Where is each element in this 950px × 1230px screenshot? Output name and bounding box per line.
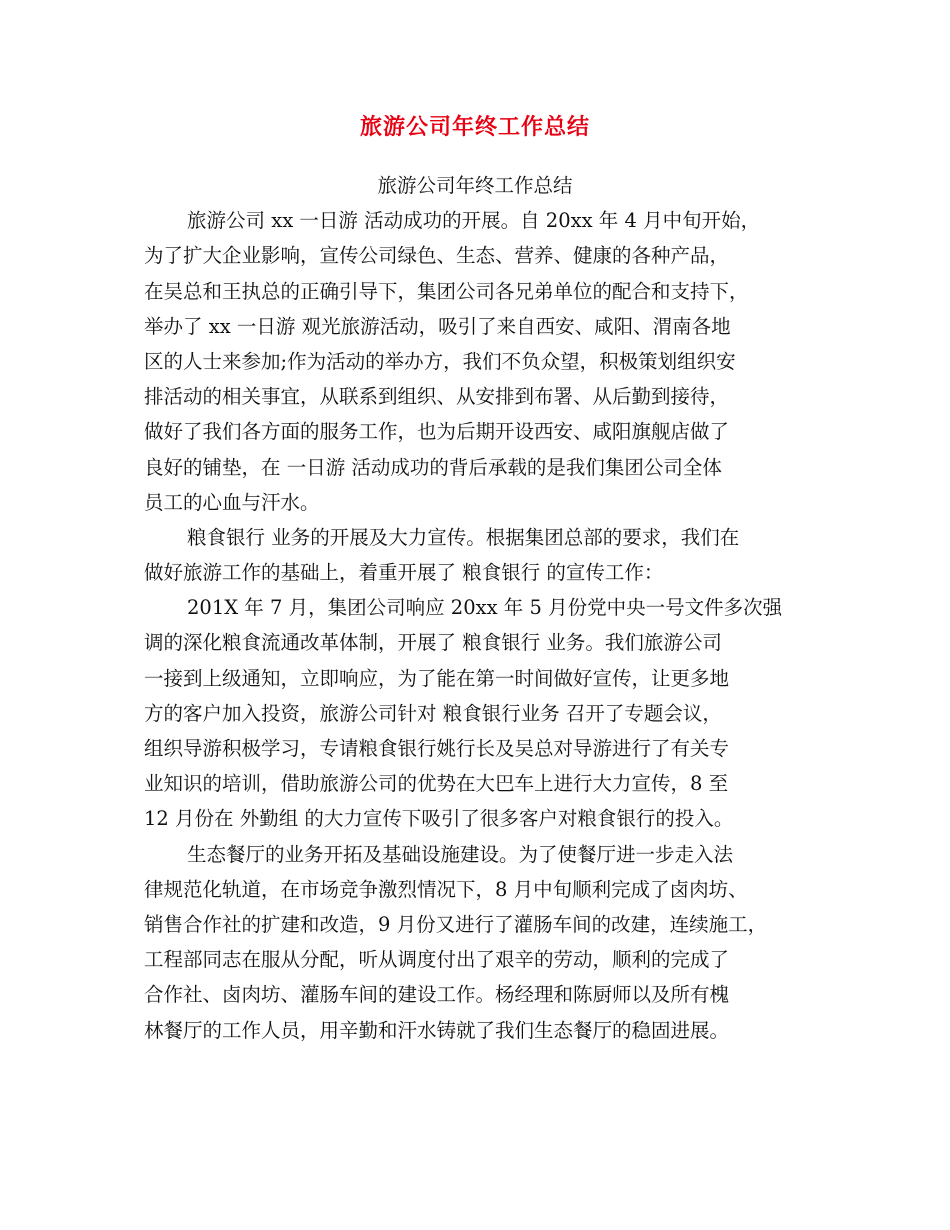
body-text-line: 生态餐厅的业务开拓及基础设施建设。为了使餐厅进一步走入法 bbox=[187, 842, 734, 866]
body-text-line: 201X 年 7 月，集团公司响应 20xx 年 5 月份党中央一号文件多次强 bbox=[187, 596, 783, 620]
body-text-line: 方的客户加入投资，旅游公司针对 粮食银行业务 召开了专题会议， bbox=[144, 701, 722, 725]
body-text-line: 林餐厅的工作人员，用辛勤和汗水铸就了我们生态餐厅的稳固进展。 bbox=[144, 1018, 730, 1042]
body-text-line: 律规范化轨道，在市场竞争激烈情况下，8 月中旬顺利完成了卤肉坊、 bbox=[144, 877, 748, 901]
body-text-line: 业知识的培训，借助旅游公司的优势在大巴车上进行大力宣传，8 至 bbox=[144, 772, 729, 796]
body-text-line: 工程部同志在服从分配，听从调度付出了艰辛的劳动，顺利的完成了 bbox=[144, 948, 730, 972]
body-text-line: 合作社、卤肉坊、灌肠车间的建设工作。杨经理和陈厨师以及所有槐 bbox=[144, 983, 730, 1007]
body-text-line: 组织导游积极学习，专请粮食银行姚行长及吴总对导游进行了有关专 bbox=[144, 737, 730, 760]
body-text-line: 为了扩大企业影响，宣传公司绿色、生态、营养、健康的各种产品， bbox=[144, 244, 730, 268]
body-text-line: 良好的铺垫，在 一日游 活动成功的背后承载的是我们集团公司全体 bbox=[144, 455, 722, 479]
body-text-line: 在吴总和王执总的正确引导下，集团公司各兄弟单位的配合和支持下， bbox=[144, 279, 749, 303]
body-text-line: 12 月份在 外勤组 的大力宣传下吸引了很多客户对粮食银行的投入。 bbox=[144, 807, 734, 831]
document-subtitle: 旅游公司年终工作总结 bbox=[377, 174, 573, 197]
document-body bbox=[144, 168, 834, 1048]
body-text-line: 举办了 xx 一日游 观光旅游活动，吸引了来自西安、咸阳、渭南各地 bbox=[144, 314, 731, 338]
body-text-line: 粮食银行 业务的开展及大力宣传。根据集团总部的要求，我们在 bbox=[187, 525, 740, 549]
body-text-line: 做好旅游工作的基础上，着重开展了 粮食银行 的宣传工作： bbox=[144, 561, 664, 585]
body-text-line: 销售合作社的扩建和改造，9 月份又进行了灌肠车间的改建，连续施工， bbox=[144, 912, 768, 936]
body-text-line: 员工的心血与汗水。 bbox=[144, 490, 320, 514]
body-text-line: 调的深化粮食流通改革体制，开展了 粮食银行 业务。我们旅游公司 bbox=[144, 631, 722, 655]
body-text-line: 区的人士来参加;作为活动的举办方，我们不负众望，积极策划组织安 bbox=[144, 349, 736, 373]
body-text-line: 做好了我们各方面的服务工作，也为后期开设西安、咸阳旗舰店做了 bbox=[144, 420, 730, 444]
body-text-line: 旅游公司 xx 一日游 活动成功的开展。自 20xx 年 4 月中旬开始， bbox=[187, 209, 761, 233]
body-text-line: 排活动的相关事宜，从联系到组织、从安排到布署、从后勤到接待， bbox=[144, 385, 730, 409]
body-text-line: 一接到上级通知，立即响应，为了能在第一时间做好宣传，让更多地 bbox=[144, 666, 730, 690]
document-title: 旅游公司年终工作总结 bbox=[359, 115, 590, 140]
